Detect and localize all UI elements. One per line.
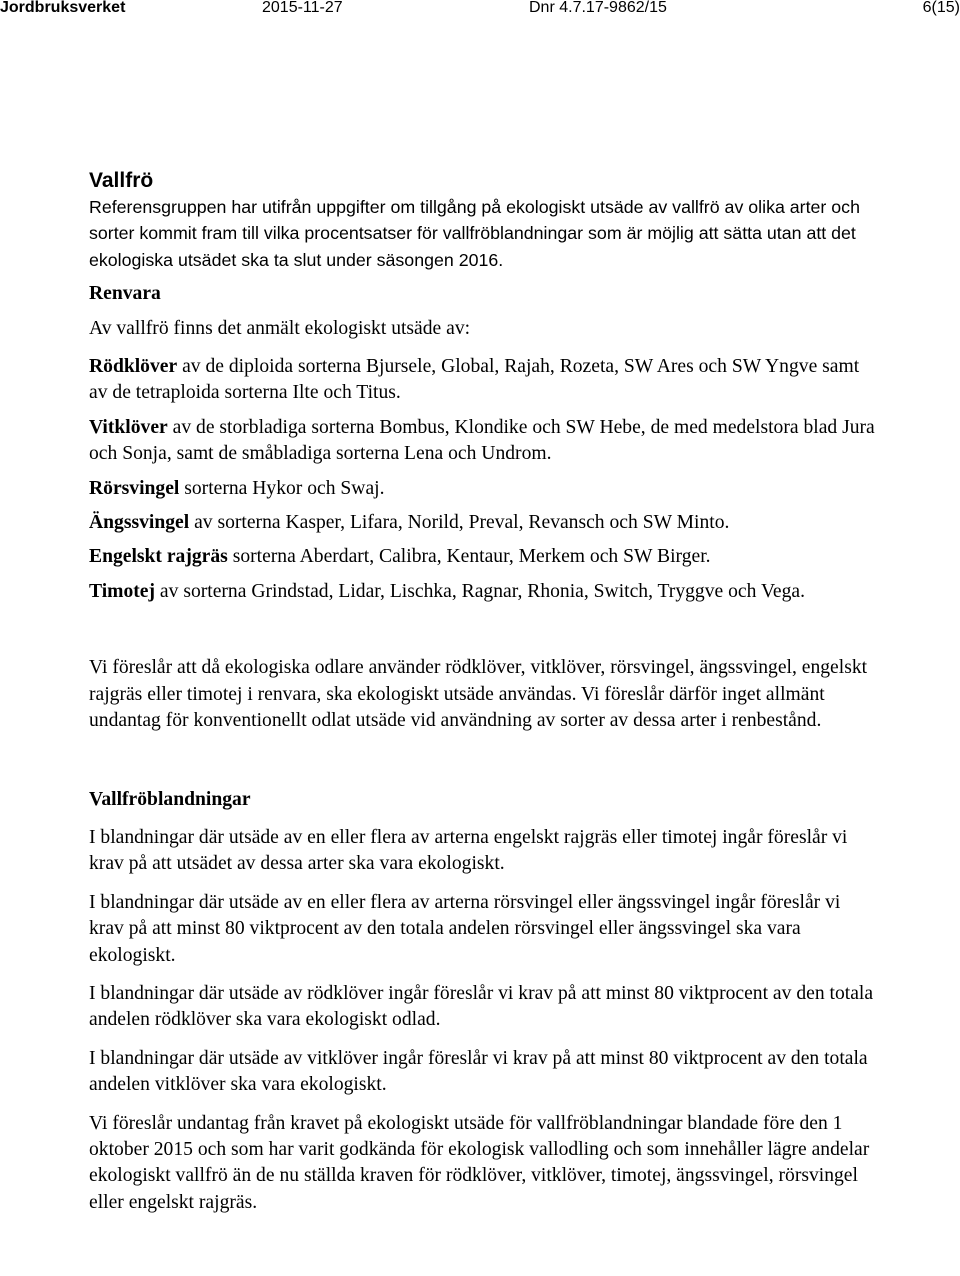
intro-paragraph: Referensgruppen har utifrån uppgifter om tillgång på ekologiskt utsäde av vallfrö av olika arter och sorter kommit fram till vilka procentsatser för vallfröblandningar som är möjlig att sätta utan att det ekologiska utsädet ska ta slut under säsongen 2016. bbox=[89, 197, 860, 270]
species-paragraph bbox=[89, 476, 879, 502]
species-name: Timotej bbox=[89, 580, 156, 602]
document-body bbox=[89, 168, 879, 1216]
species-varieties: av sorterna Kasper, Lifara, Norild, Preval, Revansch och SW Minto. bbox=[189, 512, 730, 534]
species-name: Vitklöver bbox=[89, 416, 168, 438]
species-paragraph bbox=[89, 510, 879, 536]
blandningar-paragraph: I blandningar där utsäde av rödklöver ingår föreslår vi krav på att minst 80 viktprocent av den totala andelen rödklöver ska vara ekologiskt odlad. bbox=[89, 982, 874, 1031]
species-varieties: sorterna Hykor och Swaj. bbox=[179, 477, 385, 499]
species-paragraph bbox=[89, 544, 879, 570]
blandningar-heading: Vallfröblandningar bbox=[89, 788, 251, 810]
species-varieties: av de storbladiga sorterna Bombus, Klondike och SW Hebe, de med medelstora blad Jura och Sonja, samt de småbladiga sorterna Lena och Undrom. bbox=[89, 416, 875, 465]
species-paragraph bbox=[89, 354, 879, 407]
species-name: Ängssvingel bbox=[89, 512, 190, 534]
blandningar-paragraph: I blandningar där utsäde av en eller flera av arterna engelskt rajgräs eller timotej ingår föreslår vi krav på att utsädet av dessa arter ska vara ekologiskt. bbox=[89, 826, 848, 875]
renvara-proposal: Vi föreslår att då ekologiska odlare använder rödklöver, vitklöver, rörsvingel, ängssvingel, engelskt rajgräs eller timotej i renvara, ska ekologiskt utsäde användas. Vi föreslår därför inget allmänt undantag för konventionellt odlat utsäde vid användning av sorter av dessa arter i renbestånd. bbox=[89, 657, 868, 732]
species-name: Engelskt rajgräs bbox=[89, 546, 228, 568]
page-number: 6(15) bbox=[922, 0, 960, 16]
species-varieties: sorterna Aberdart, Calibra, Kentaur, Merkem och SW Birger. bbox=[227, 546, 711, 568]
organization-name: Jordbruksverket bbox=[0, 0, 126, 16]
species-paragraph bbox=[89, 415, 879, 468]
section-title: Vallfrö bbox=[89, 169, 154, 192]
blandningar-paragraph: I blandningar där utsäde av en eller flera av arterna rörsvingel eller ängssvingel ingår föreslår vi krav på att minst 80 viktprocent av den totala andelen rörsvingel eller ängssvingel ska vara ekologiskt. bbox=[89, 891, 841, 966]
species-varieties: av sorterna Grindstad, Lidar, Lischka, Ragnar, Rhonia, Switch, Tryggve och Vega. bbox=[155, 580, 806, 602]
renvara-heading: Renvara bbox=[89, 283, 161, 305]
blandningar-paragraph: I blandningar där utsäde av vitklöver ingår föreslår vi krav på att minst 80 viktprocent av den totala andelen vitklöver ska vara ekologiskt. bbox=[89, 1047, 868, 1096]
species-paragraph bbox=[89, 579, 879, 605]
document-number: Dnr 4.7.17-9862/15 bbox=[529, 0, 667, 16]
blandningar-paragraph: Vi föreslår undantag från kravet på ekologiskt utsäde för vallfröblandningar blandade före den 1 oktober 2015 och som har varit godkända för ekologisk vallodling och som innehåller lägre andelar ekologiskt vallfrö än de nu ställda kraven för rödklöver, vitklöver, timotej, ängssvingel, rörsvingel eller engelskt rajgräs. bbox=[89, 1112, 870, 1213]
document-date: 2015-11-27 bbox=[262, 0, 343, 16]
page-header bbox=[0, 0, 960, 22]
species-varieties: av de diploida sorterna Bjursele, Global, Rajah, Rozeta, SW Ares och SW Yngve samt av de tetraploida sorterna Ilte och Titus. bbox=[89, 356, 860, 404]
species-name: Rödklöver bbox=[89, 356, 178, 378]
renvara-lead: Av vallfrö finns det anmält ekologiskt utsäde av: bbox=[89, 317, 471, 339]
species-name: Rörsvingel bbox=[89, 477, 180, 499]
